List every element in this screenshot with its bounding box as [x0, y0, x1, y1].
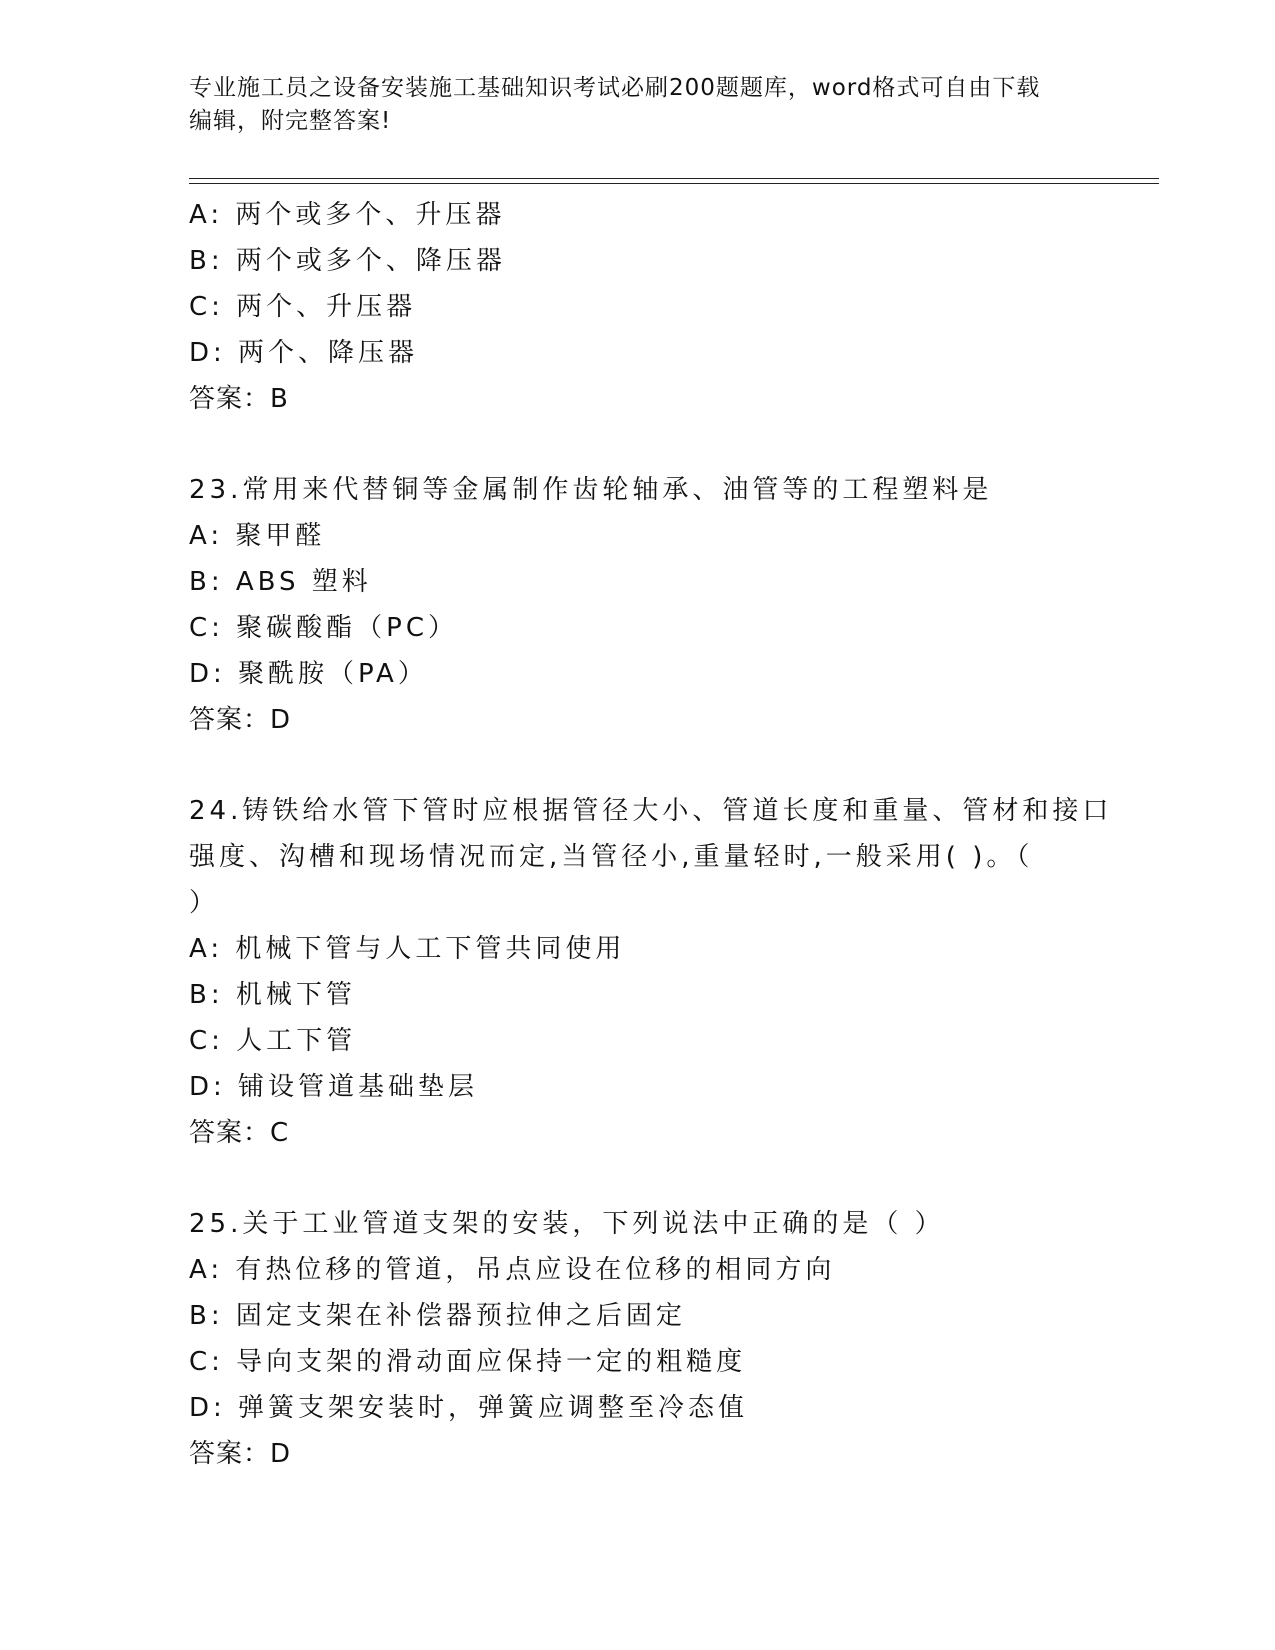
option-c: C: 人工下管	[189, 1026, 357, 1056]
option-a: A: 两个或多个、升压器	[189, 200, 506, 230]
answer-line: 答案：C	[189, 1118, 290, 1148]
header-line-2: 编辑，附完整答案!	[189, 108, 392, 134]
question-25	[189, 1201, 1089, 1477]
question-list	[189, 192, 1113, 1477]
option-d: D: 两个、降压器	[189, 338, 419, 368]
header-divider-bottom	[189, 183, 1159, 184]
option-a: A: 机械下管与人工下管共同使用	[189, 934, 626, 964]
option-b: B: ABS 塑料	[189, 567, 372, 597]
option-b: B: 两个或多个、降压器	[189, 246, 506, 276]
question-stem-line-1: 24.铸铁给水管下管时应根据管径大小、管道长度和重量、管材和接口	[189, 796, 1113, 826]
question-stem: 23.常用来代替铜等金属制作齿轮轴承、油管等的工程塑料是	[189, 475, 993, 505]
option-d: D: 弹簧支架安装时，弹簧应调整至冷态值	[189, 1393, 749, 1423]
question-stem-line-2: 强度、沟槽和现场情况而定,当管径小,重量轻时,一般采用( )。（	[189, 842, 1034, 872]
header-divider-top	[189, 178, 1159, 179]
answer-line: 答案：B	[189, 384, 289, 414]
spacer	[189, 422, 1089, 467]
question-stem: 25.关于工业管道支架的安装，下列说法中正确的是（ ）	[189, 1209, 945, 1239]
question-22	[189, 192, 1089, 422]
option-c: C: 聚碳酸酯（PC）	[189, 613, 459, 643]
option-d: D: 铺设管道基础垫层	[189, 1072, 479, 1102]
option-c: C: 导向支架的滑动面应保持一定的粗糙度	[189, 1347, 747, 1377]
question-23	[189, 467, 1089, 743]
spacer	[189, 1156, 1089, 1201]
option-b: B: 机械下管	[189, 980, 356, 1010]
option-a: A: 有热位移的管道，吊点应设在位移的相同方向	[189, 1255, 836, 1285]
spacer	[189, 743, 1089, 788]
option-d: D: 聚酰胺（PA）	[189, 659, 428, 689]
question-stem-line-3: ）	[189, 888, 220, 918]
answer-line: 答案：D	[189, 705, 292, 735]
option-b: B: 固定支架在补偿器预拉伸之后固定	[189, 1301, 686, 1331]
header-line-1: 专业施工员之设备安装施工基础知识考试必刷200题题库，word格式可自由下载	[189, 75, 1041, 101]
document-header	[189, 72, 1089, 138]
option-c: C: 两个、升压器	[189, 292, 417, 322]
question-24	[189, 788, 1113, 1156]
option-a: A: 聚甲醛	[189, 521, 326, 551]
answer-line: 答案：D	[189, 1439, 292, 1469]
